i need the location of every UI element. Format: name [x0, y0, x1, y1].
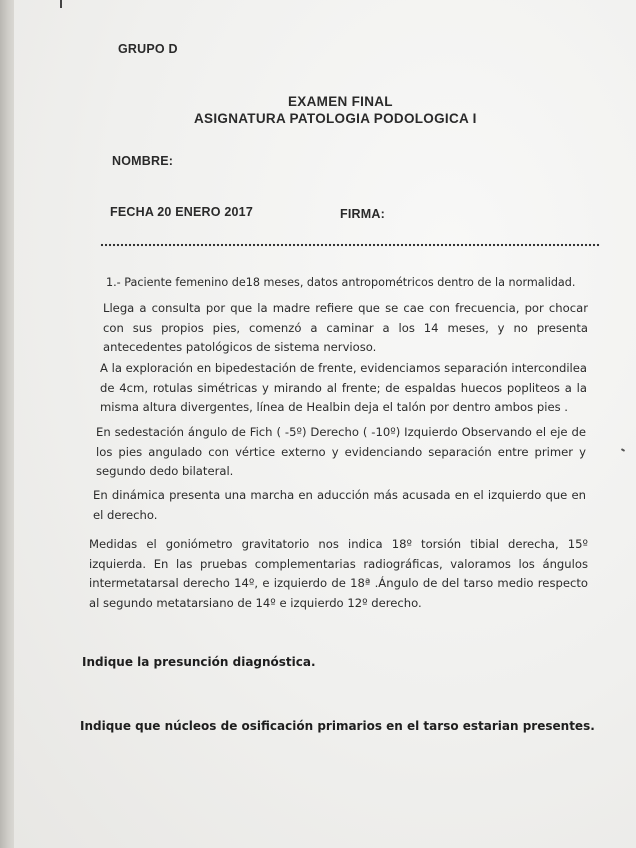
subject-title: ASIGNATURA PATOLOGIA PODOLOGICA I	[194, 111, 477, 126]
dotted-separator	[100, 243, 600, 247]
paper-mark	[60, 0, 62, 8]
case-paragraph-measurements: Medidas el goniómetro gravitatorio nos indica 18º torsión tibial derecha, 15º izquierda. En las pruebas complementarias radiográficas, valoramos los ángulos intermetatarsal derecho 14º, e izquierdo de 18ª .Ángulo de del tarso medio respecto al segundo metatarsiano de 14º e izquierdo 12º derecho.	[89, 537, 588, 610]
name-label: NOMBRE:	[112, 154, 174, 168]
case-intro: 1.- Paciente femenino de18 meses, datos antropométricos dentro de la normalidad.	[106, 276, 576, 289]
exam-title: EXAMEN FINAL	[288, 94, 393, 109]
date-label: FECHA 20 ENERO 2017	[110, 205, 253, 219]
group-label: GRUPO D	[118, 42, 178, 56]
signature-label: FIRMA:	[340, 207, 385, 221]
case-paragraph-standing-exam: A la exploración en bipedestación de frente, evidenciamos separación intercondilea de 4cm, rotulas simétricas y mirando al frente; de espaldas huecos popliteos a la misma altura divergentes, línea de Healbin deja el talón por dentro ambos pies .	[100, 361, 587, 414]
question-diagnosis: Indique la presunción diagnóstica.	[82, 655, 316, 669]
case-paragraph-history: Llega a consulta por que la madre refiere que se cae con frecuencia, por chocar con sus propios pies, comenzó a caminar a los 14 meses, y no presenta antecedentes patológicos de sistema nervioso.	[103, 301, 588, 354]
question-ossification: Indique que núcleos de osificación primarios en el tarso estarian presentes.	[80, 719, 595, 733]
case-paragraph-gait: En dinámica presenta una marcha en aducción más acusada en el izquierdo que en el derecho.	[93, 488, 586, 522]
case-paragraph-sitting-exam: En sedestación ángulo de Fich ( -5º) Derecho ( -10º) Izquierdo Observando el eje de los pies angulado con vértice externo y evidenciando separación entre primer y segundo dedo bilateral.	[96, 425, 586, 478]
